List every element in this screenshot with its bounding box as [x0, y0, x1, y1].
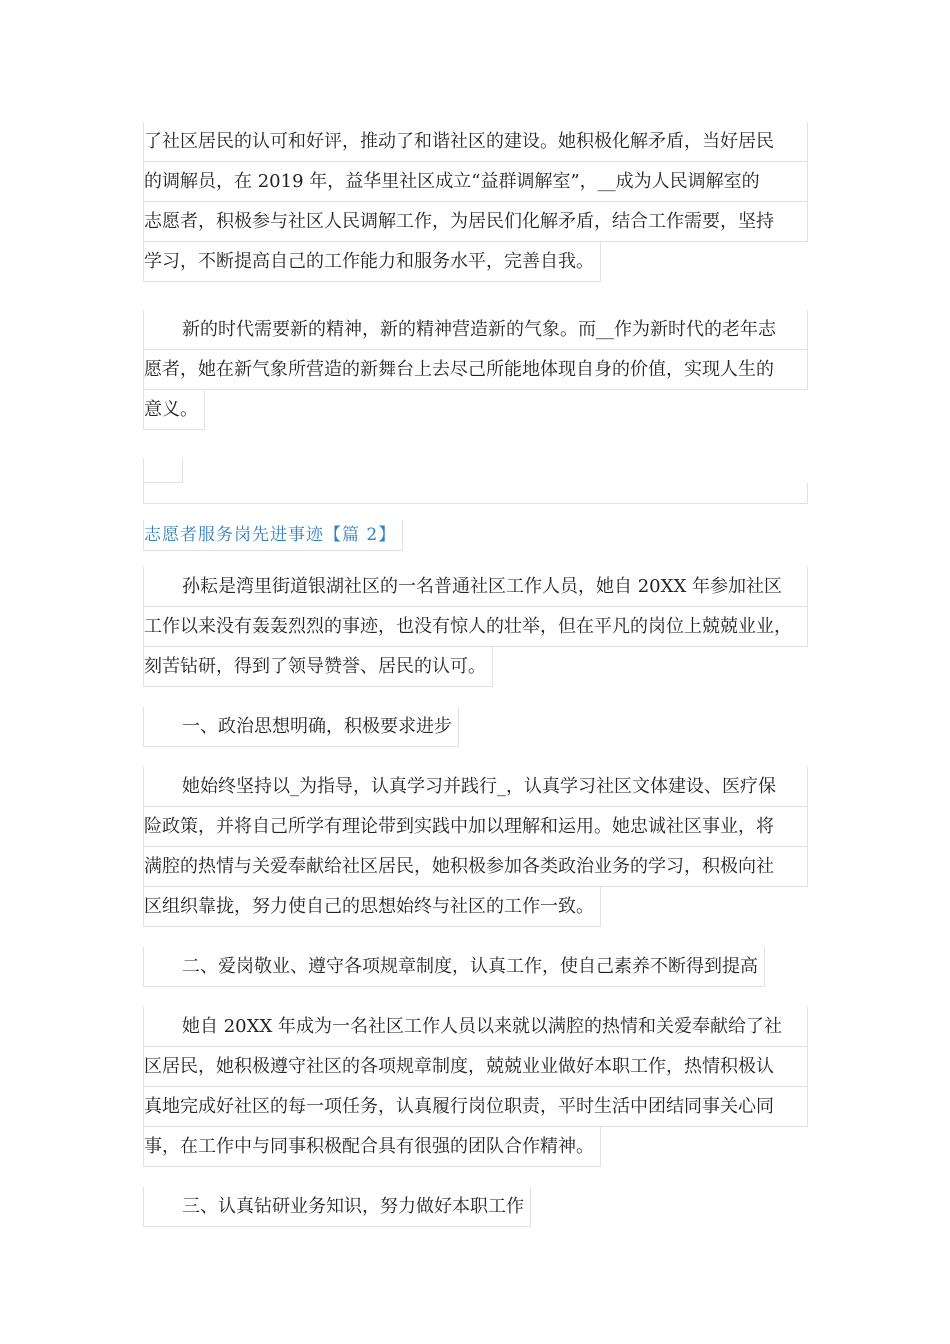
section-tag: 【篇 2】 [324, 525, 397, 545]
section-divider [143, 483, 808, 504]
text-line: 新的时代需要新的精神，新的精神营造新的气象。而__作为新时代的老年志 [143, 310, 808, 350]
document-body [143, 122, 808, 1231]
text-line: 的调解员，在 2019 年，益华里社区成立“益群调解室”，__成为人民调解室的 [143, 162, 808, 202]
empty-paragraph [143, 458, 183, 483]
text-line: 区居民，她积极遵守社区的各项规章制度，兢兢业业做好本职工作，热情积极认 [143, 1047, 808, 1087]
text-line: 事，在工作中与同事积极配合具有很强的团队合作精神。 [143, 1127, 601, 1167]
text-line: 学习，不断提高自己的工作能力和服务水平，完善自我。 [143, 242, 601, 282]
paragraph-3 [143, 567, 808, 691]
text-line: 了社区居民的认可和好评，推动了和谐社区的建设。她积极化解矛盾，当好居民 [143, 122, 808, 162]
section-heading-line [143, 520, 403, 551]
subheading-text: 二、爱岗敬业、遵守各项规章制度，认真工作，使自己素养不断得到提高 [143, 947, 765, 987]
paragraph-5 [143, 1007, 808, 1171]
subheading-text: 三、认真钻研业务知识，努力做好本职工作 [143, 1187, 531, 1227]
paragraph-1 [143, 122, 808, 286]
text-line: 孙耘是湾里街道银湖社区的一名普通社区工作人员，她自 20XX 年参加社区 [143, 567, 808, 607]
subheading-2 [143, 947, 808, 991]
section-heading [143, 520, 808, 551]
text-line: 真地完成好社区的每一项任务，认真履行岗位职责，平时生活中团结同事关心同 [143, 1087, 808, 1127]
text-line: 志愿者，积极参与社区人民调解工作，为居民们化解矛盾，结合工作需要，坚持 [143, 202, 808, 242]
paragraph-2 [143, 310, 808, 434]
subheading-3 [143, 1187, 808, 1231]
text-line: 她始终坚持以_为指导，认真学习并践行_，认真学习社区文体建设、医疗保 [143, 767, 808, 807]
subheading-text: 一、政治思想明确，积极要求进步 [143, 707, 459, 747]
text-line: 满腔的热情与关爱奉献给社区居民，她积极参加各类政治业务的学习，积极向社 [143, 847, 808, 887]
text-line: 险政策，并将自己所学有理论带到实践中加以理解和运用。她忠诚社区事业，将 [143, 807, 808, 847]
subheading-1 [143, 707, 808, 751]
text-line: 她自 20XX 年成为一名社区工作人员以来就以满腔的热情和关爱奉献给了社 [143, 1007, 808, 1047]
text-line: 愿者，她在新气象所营造的新舞台上去尽己所能地体现自身的价值，实现人生的 [143, 350, 808, 390]
text-line: 意义。 [143, 390, 205, 430]
section-title: 志愿者服务岗先进事迹 [144, 525, 324, 545]
text-line: 区组织靠拢，努力使自己的思想始终与社区的工作一致。 [143, 887, 601, 927]
text-line: 工作以来没有轰轰烈烈的事迹，也没有惊人的壮举，但在平凡的岗位上兢兢业业， [143, 607, 808, 647]
text-line: 刻苦钻研，得到了领导赞誉、居民的认可。 [143, 647, 493, 687]
paragraph-4 [143, 767, 808, 931]
